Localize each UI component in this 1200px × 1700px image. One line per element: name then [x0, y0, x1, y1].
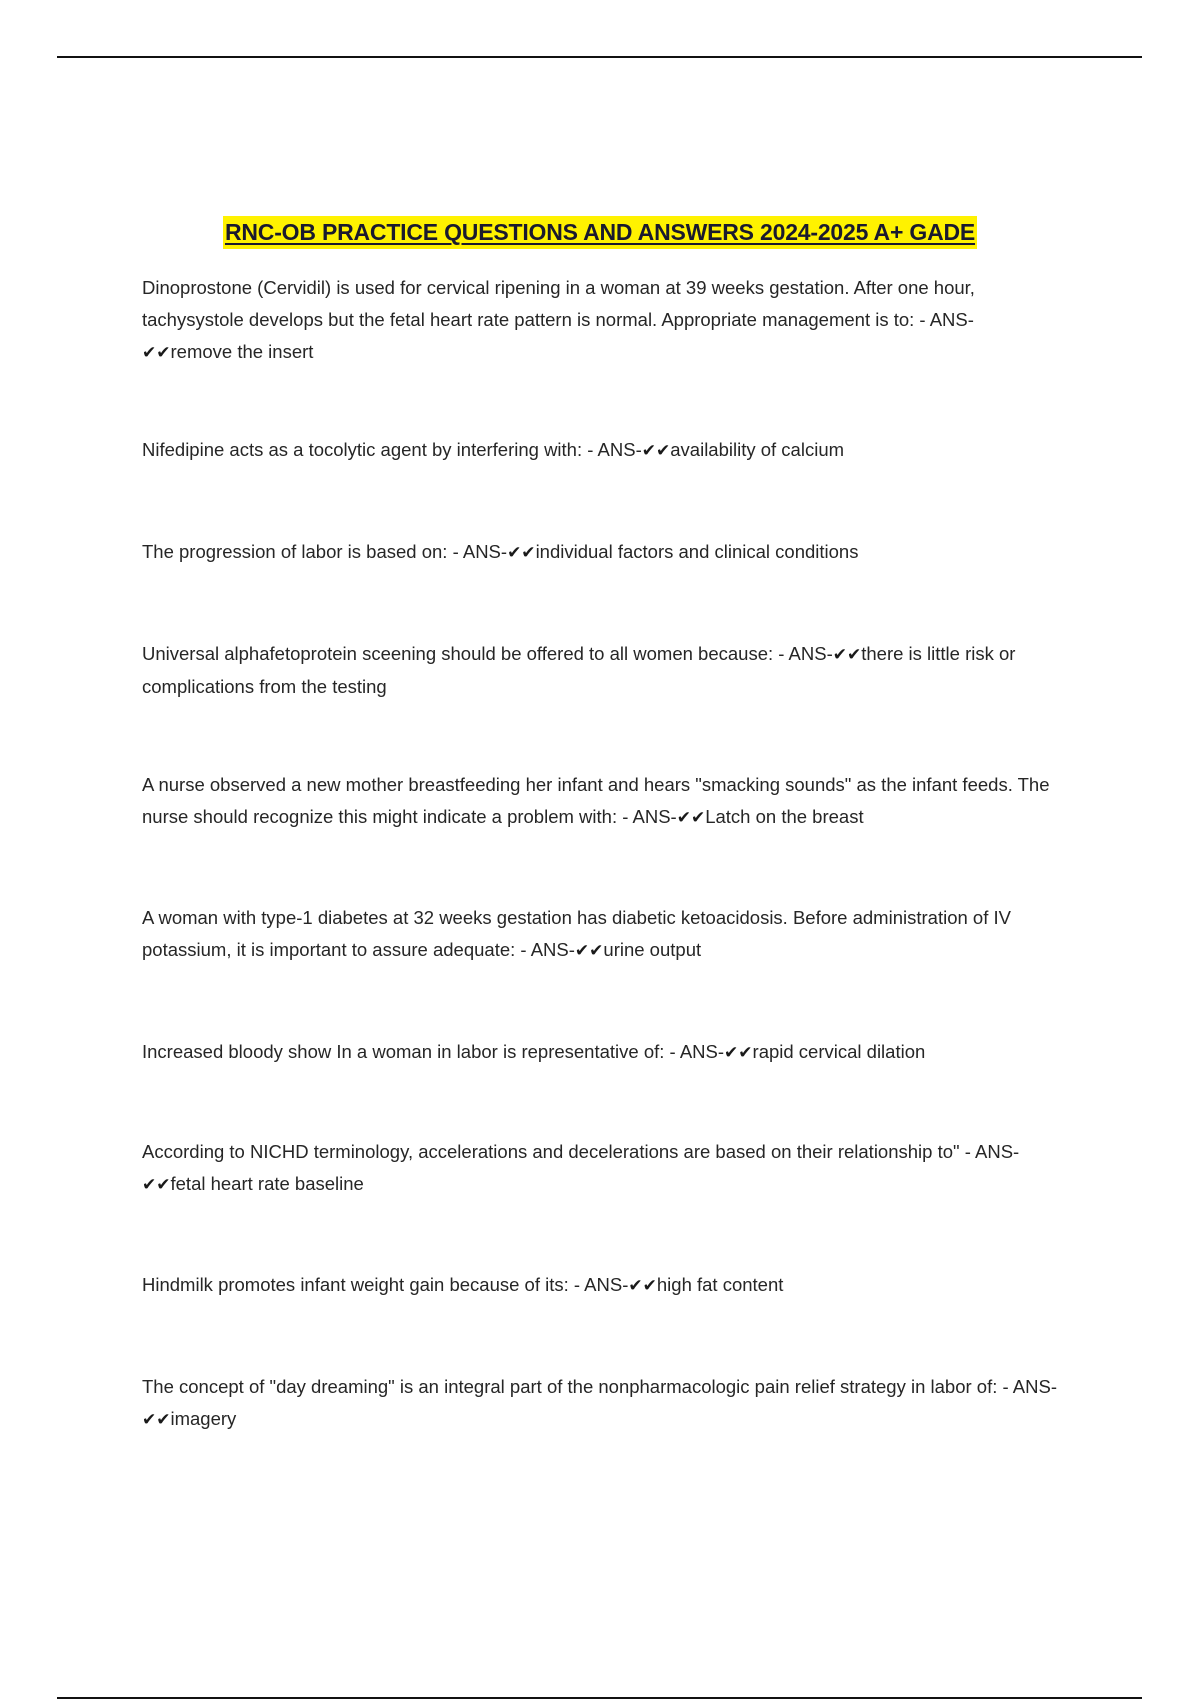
answer-text: individual factors and clinical conditions	[535, 541, 859, 562]
qa-item-3	[142, 536, 1057, 569]
answer-text: high fat content	[656, 1274, 784, 1295]
answer-text: availability of calcium	[670, 439, 845, 460]
question-text: According to NICHD terminology, accelerations and decelerations are based on their relationship to" - ANS-	[142, 1141, 1020, 1162]
checkmark-icon: ✔✔	[142, 343, 171, 363]
checkmark-icon: ✔✔	[142, 1410, 171, 1430]
qa-item-5	[142, 769, 1057, 834]
answer-text: urine output	[603, 939, 702, 960]
answer-text: fetal heart rate baseline	[170, 1173, 364, 1194]
checkmark-icon: ✔✔	[142, 1175, 171, 1195]
qa-item-8	[142, 1136, 1057, 1201]
answer-text: there is little risk or complications from the testing	[142, 643, 1016, 697]
checkmark-icon: ✔✔	[628, 1276, 657, 1296]
checkmark-icon: ✔✔	[574, 941, 604, 961]
qa-item-9	[142, 1269, 1057, 1302]
question-text: Nifedipine acts as a tocolytic agent by interfering with: - ANS-	[142, 439, 642, 460]
question-text: A woman with type-1 diabetes at 32 weeks gestation has diabetic ketoacidosis. Before administration of IV potassium, it is important to assure adequate: - ANS-	[142, 907, 1011, 960]
checkmark-icon: ✔✔	[832, 645, 862, 665]
answer-text: Latch on the breast	[705, 806, 864, 827]
question-text: Increased bloody show In a woman in labor is representative of: - ANS-	[142, 1041, 725, 1062]
question-text: The concept of "day dreaming" is an integral part of the nonpharmacologic pain relief strategy in labor of: - ANS-	[142, 1376, 1057, 1397]
question-text: Universal alphafetoprotein sceening should be offered to all women because: - ANS-	[142, 643, 833, 664]
qa-item-10	[142, 1371, 1057, 1436]
qa-item-7	[142, 1036, 1057, 1069]
bottom-divider	[57, 1697, 1142, 1699]
question-text: Hindmilk promotes infant weight gain because of its: - ANS-	[142, 1274, 629, 1295]
page-title: RNC-OB PRACTICE QUESTIONS AND ANSWERS 2024-2025 A+ GADE	[223, 216, 977, 249]
checkmark-icon: ✔✔	[507, 543, 536, 563]
qa-item-4	[142, 638, 1057, 703]
qa-item-2	[142, 434, 1057, 467]
title-container	[0, 216, 1200, 249]
checkmark-icon: ✔✔	[724, 1043, 753, 1063]
question-text: A nurse observed a new mother breastfeeding her infant and hears "smacking sounds" as the infant feeds. The nurse should recognize this might indicate a problem with: - ANS-	[142, 774, 1050, 827]
question-text: The progression of labor is based on: - ANS-	[142, 541, 508, 562]
qa-item-6	[142, 902, 1057, 967]
checkmark-icon: ✔✔	[676, 808, 706, 828]
qa-item-1	[142, 272, 1057, 369]
answer-text: rapid cervical dilation	[752, 1041, 926, 1062]
checkmark-icon: ✔✔	[641, 441, 671, 461]
question-text: Dinoprostone (Cervidil) is used for cervical ripening in a woman at 39 weeks gestation. After one hour, tachysystole develops but the fetal heart rate pattern is normal. Appropriate management is to: - ANS-	[142, 277, 975, 330]
top-divider	[57, 56, 1142, 58]
answer-text: remove the insert	[170, 341, 314, 362]
answer-text: imagery	[170, 1408, 237, 1429]
